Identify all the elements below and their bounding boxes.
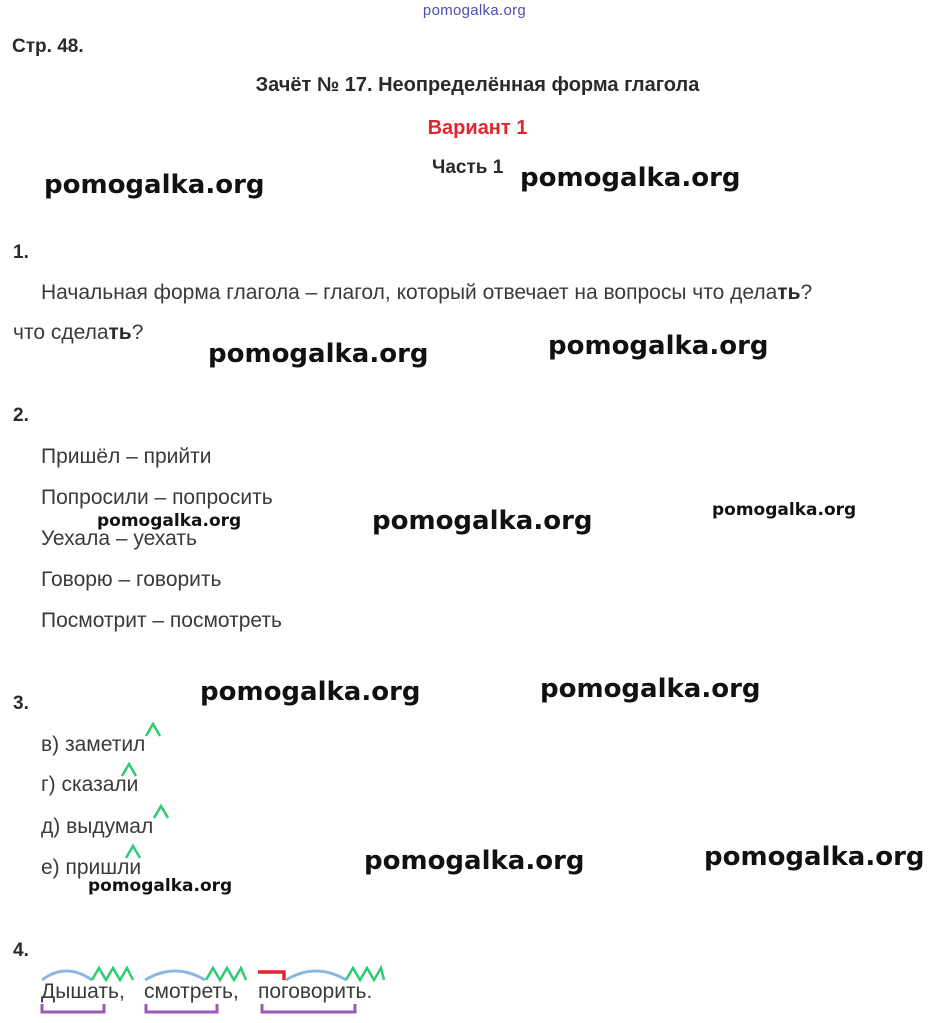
task-3-item: в) заметил <box>41 733 146 756</box>
ending-zigzag <box>206 968 246 980</box>
watermark: pomogalka.org <box>704 842 925 872</box>
part-heading: Часть 1 <box>432 157 504 178</box>
watermark: pomogalka.org <box>44 170 265 200</box>
variant-heading: Вариант 1 <box>427 117 528 139</box>
root-arc <box>286 971 346 980</box>
task-2-item: Попросили – попросить <box>41 486 273 509</box>
task-4-word: поговорить. <box>258 980 373 1003</box>
watermark: pomogalka.org <box>208 339 429 369</box>
task-2-number: 2. <box>13 405 29 426</box>
watermark: pomogalka.org <box>548 331 769 361</box>
task-4-word: Дышать, <box>41 980 125 1003</box>
stress-mark <box>146 724 160 736</box>
task-3-number: 3. <box>13 693 29 714</box>
task-1-line-2: что сделать? <box>13 321 144 344</box>
base-bracket <box>146 1004 217 1012</box>
task-3-item: е) пришли <box>41 856 142 879</box>
stress-mark <box>126 846 140 858</box>
ending-zigzag <box>92 968 133 980</box>
stress-mark <box>122 764 136 776</box>
watermark: pomogalka.org <box>97 511 242 531</box>
task-2-item: Уехала – уехать <box>41 527 197 550</box>
task-1-number: 1. <box>13 242 29 263</box>
task-3-item: г) сказали <box>41 773 139 796</box>
watermark: pomogalka.org <box>372 506 593 536</box>
task-4-number: 4. <box>13 940 29 961</box>
ending-zigzag <box>346 968 384 980</box>
task-1-line-1: Начальная форма глагола – глагол, который отвечает на вопросы что делать? <box>41 281 813 304</box>
stress-mark <box>154 806 168 818</box>
watermark: pomogalka.org <box>520 163 741 193</box>
root-arc <box>145 971 205 980</box>
task-2-item: Говорю – говорить <box>41 568 222 591</box>
watermark: pomogalka.org <box>540 674 761 704</box>
task-3-item: д) выдумал <box>41 815 154 838</box>
watermark: pomogalka.org <box>364 846 585 876</box>
base-bracket <box>262 1004 355 1012</box>
page-title: Зачёт № 17. Неопределённая форма глагола <box>255 74 700 96</box>
task-2-item: Пришёл – прийти <box>41 445 212 468</box>
page-label: Стр. 48. <box>12 36 84 57</box>
task-2-item: Посмотрит – посмотреть <box>41 609 282 632</box>
task-4-word: смотреть, <box>144 980 239 1003</box>
root-arc <box>42 971 92 980</box>
top-watermark: pomogalka.org <box>422 2 527 19</box>
watermark: pomogalka.org <box>200 677 421 707</box>
watermark: pomogalka.org <box>712 500 857 520</box>
base-bracket <box>42 1004 104 1012</box>
watermark: pomogalka.org <box>88 876 233 896</box>
prefix-mark <box>258 972 284 980</box>
